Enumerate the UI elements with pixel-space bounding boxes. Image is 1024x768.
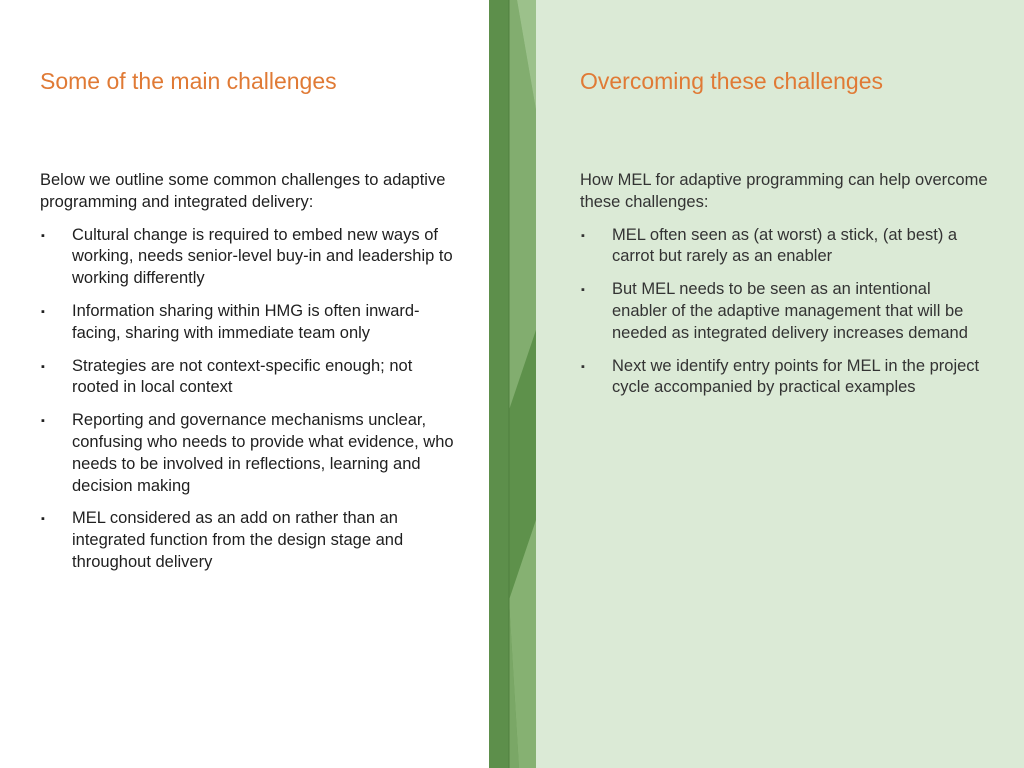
bullet-marker-icon: ▪ <box>581 229 585 242</box>
bullet-marker-icon: ▪ <box>581 284 585 297</box>
left-intro: Below we outline some common challenges to adaptive programming and integrated delivery: <box>40 171 446 211</box>
list-item: ▪ Strategies are not context-specific enough; not rooted in local context <box>41 356 413 397</box>
list-item: ▪ Cultural change is required to embed new ways of working, needs senior-level buy-in and leadership to working differently <box>41 225 453 288</box>
left-content-pane <box>0 0 489 768</box>
right-intro: How MEL for adaptive programming can help overcome these challenges: <box>580 171 988 211</box>
right-body <box>580 170 990 410</box>
decorative-divider <box>489 0 536 768</box>
left-body <box>40 170 460 585</box>
bullet-marker-icon: ▪ <box>41 305 45 318</box>
list-item: ▪ Information sharing within HMG is often inward-facing, sharing with immediate team only <box>41 301 420 342</box>
bullet-marker-icon: ▪ <box>41 415 45 428</box>
right-heading: Overcoming these challenges <box>580 68 883 94</box>
left-bullet-list <box>40 225 460 574</box>
list-item: ▪ Reporting and governance mechanisms unclear, confusing who needs to provide what evidence, who needs to be involved in reflections, learning and decision making <box>41 411 454 495</box>
bullet-marker-icon: ▪ <box>41 229 45 242</box>
bullet-marker-icon: ▪ <box>581 360 585 373</box>
bullet-marker-icon: ▪ <box>41 360 45 373</box>
list-item: ▪ Next we identify entry points for MEL in the project cycle accompanied by practical examples <box>581 356 980 397</box>
list-item: ▪ But MEL needs to be seen as an intentional enabler of the adaptive management that will be needed as integrated delivery increases demand <box>581 280 968 342</box>
left-heading: Some of the main challenges <box>40 68 337 94</box>
list-item: ▪ MEL often seen as (at worst) a stick, (at best) a carrot but rarely as an enabler <box>581 225 958 266</box>
right-content-pane <box>536 0 1024 768</box>
right-bullet-list <box>580 225 990 400</box>
divider-graphic <box>489 0 536 768</box>
bullet-marker-icon: ▪ <box>41 513 45 526</box>
list-item: ▪ MEL considered as an add on rather than an integrated function from the design stage and throughout delivery <box>41 509 404 571</box>
